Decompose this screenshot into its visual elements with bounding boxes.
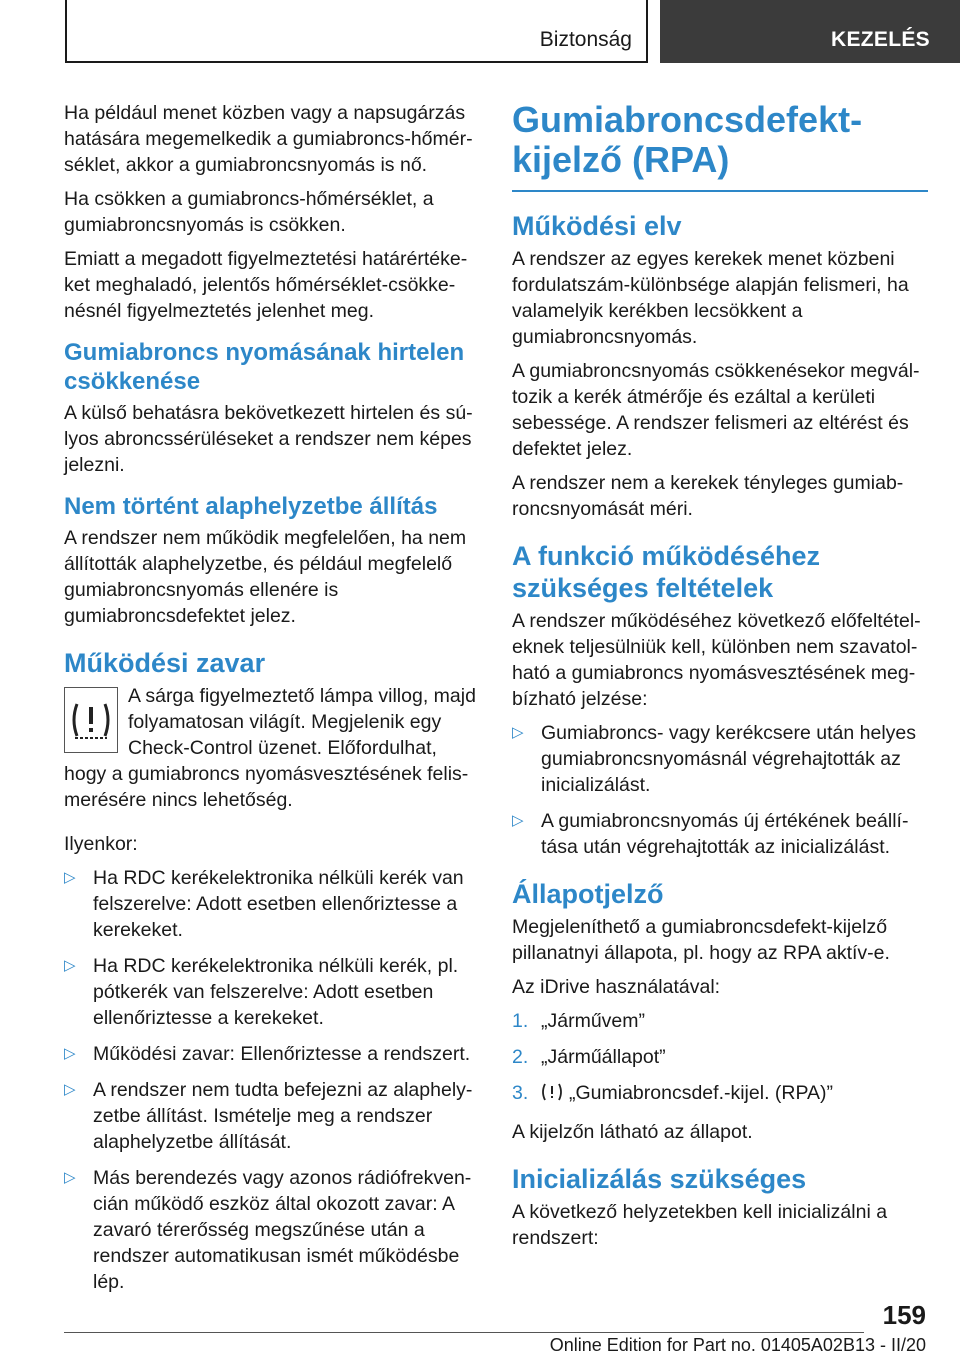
list-item: ▷ Gumiabroncs- vagy kerékcsere után helyes gumiabroncsnyomásnál végrehajtották az inicializálást. — [512, 722, 917, 796]
steps-list — [512, 1008, 928, 1109]
paragraph: Az iDrive használatával: — [512, 976, 721, 998]
paragraph: A sárga figyelmeztető lámpa villog, majd folyamatosan világít. Megjelenik egy Check-Control üzenet. Előfordulhat, hogy a gumiabroncs nyomásvesztésének felismerésére nincs lehetőség. — [64, 685, 476, 811]
heading-sudden-pressure-loss: Gumiabroncs nyomásának hirtelen csökkenése — [64, 339, 465, 395]
paragraph: Ha csökken a gumiabroncs-hőmérséklet, a gumiabroncsnyomás is csökken. — [64, 188, 434, 236]
footer-divider — [64, 1332, 864, 1333]
step-item: 3. „Gumiabroncsdef.-kijel. (RPA)” — [512, 1080, 928, 1109]
page-title: Gumiabroncsdefekt-kijelző (RPA) — [512, 100, 928, 192]
heading-malfunction: Működési zavar — [64, 648, 266, 678]
requirements-list — [512, 720, 928, 860]
heading-principle: Működési elv — [512, 211, 682, 241]
list-item: ▷ A gumiabroncsnyomás új értékének beállítása után végrehajtották az inicializálást. — [512, 810, 909, 858]
page-number: 159 — [882, 1300, 926, 1330]
malfunction-list — [64, 865, 478, 1295]
paragraph: A rendszer működéséhez következő előfeltételeknek teljesülniük kell, különben nem szavatolható a gumiabroncs nyomásvesztésének megbízható jelzése: — [512, 610, 921, 710]
triangle-bullet-icon: ▷ — [64, 1081, 76, 1098]
step-item: 2. „Járműállapot” — [512, 1046, 666, 1068]
header-chapter-tab: KEZELÉS — [660, 0, 960, 63]
header-section-title: Biztonság — [539, 28, 632, 51]
malfunction-block — [64, 683, 478, 813]
list-item: ▷ Ha RDC kerékelektronika nélküli kerék, pl. pótkerék van felszerelve: Adott esetben ellenőriztesse a kerekeket. — [64, 955, 459, 1029]
tire-pressure-warning-icon — [64, 687, 118, 753]
paragraph: Megjeleníthető a gumiabroncsdefekt-kijelző pillanatnyi állapota, pl. hogy az RPA aktív-e. — [512, 916, 890, 964]
paragraph: A rendszer nem a kerekek tényleges gumiabroncsnyomását méri. — [512, 472, 904, 520]
heading-requirements: A funkció működéséhez szükséges feltételek — [512, 541, 821, 603]
tire-pressure-icon — [541, 1082, 563, 1109]
heading-not-reset: Nem történt alaphelyzetbe állítás — [64, 493, 438, 520]
heading-status: Állapotjelző — [512, 879, 664, 909]
triangle-bullet-icon: ▷ — [64, 1169, 76, 1186]
paragraph: A külső behatásra bekövetkezett hirtelen és súlyos abroncssérüléseket a rendszer nem képes jelezni. — [64, 402, 473, 476]
right-column — [512, 100, 928, 1259]
paragraph: Ha például menet közben vagy a napsugárzás hatására megemelkedik a gumiabroncs-hőmérséklet, akkor a gumiabroncsnyomás is nő. — [64, 102, 473, 176]
paragraph: A rendszer nem működik megfelelően, ha nem állították alaphelyzetbe, és például megfelelő gumiabroncsnyomás ellenére is gumiabroncsdefektet jelez. — [64, 527, 467, 627]
paragraph: Emiatt a megadott figyelmeztetési határértékeket meghaladó, jelentős hőmérséklet-csökkenésnél figyelmeztetés jelenhet meg. — [64, 248, 468, 322]
paragraph: A rendszer az egyes kerekek menet közbeni fordulatszám-különbsége alapján felismeri, ha valamelyik kerékben lecsökkent a gumiabroncsnyomás. — [512, 248, 909, 348]
triangle-bullet-icon: ▷ — [64, 869, 76, 886]
paragraph: A kijelzőn látható az állapot. — [512, 1121, 753, 1143]
footer-edition: Online Edition for Part no. 01405A02B13 - II/20 — [549, 1335, 926, 1355]
triangle-bullet-icon: ▷ — [512, 724, 524, 741]
list-item: ▷ Ha RDC kerékelektronika nélküli kerék van felszerelve: Adott esetben ellenőriztesse a kerekeket. — [64, 867, 464, 941]
triangle-bullet-icon: ▷ — [64, 1045, 76, 1062]
step-item: 1. „Járművem” — [512, 1010, 646, 1032]
list-item: ▷ Működési zavar: Ellenőriztesse a rendszert. — [64, 1043, 471, 1065]
paragraph: Ilyenkor: — [64, 833, 138, 855]
header-section-box — [65, 0, 648, 63]
list-item: ▷ Más berendezés vagy azonos rádiófrekvencián működő eszköz által okozott zavar: A zavaró térerősség megszűnése után a rendszer automatikusan ismét működésbe lép. — [64, 1167, 472, 1293]
list-item: ▷ A rendszer nem tudta befejezni az alaphelyzetbe állítást. Ismételje meg a rendszer alaphelyzetbe állítását. — [64, 1079, 473, 1153]
paragraph: A következő helyzetekben kell inicializálni a rendszert: — [512, 1201, 888, 1249]
paragraph: A gumiabroncsnyomás csökkenésekor megváltozik a kerék átmérője és ezáltal a kerületi sebessége. A rendszer felismeri az eltérést és defektet jelez. — [512, 360, 920, 460]
heading-init-required: Inicializálás szükséges — [512, 1164, 807, 1194]
triangle-bullet-icon: ▷ — [64, 957, 76, 974]
left-column — [64, 100, 478, 1305]
triangle-bullet-icon: ▷ — [512, 812, 524, 829]
